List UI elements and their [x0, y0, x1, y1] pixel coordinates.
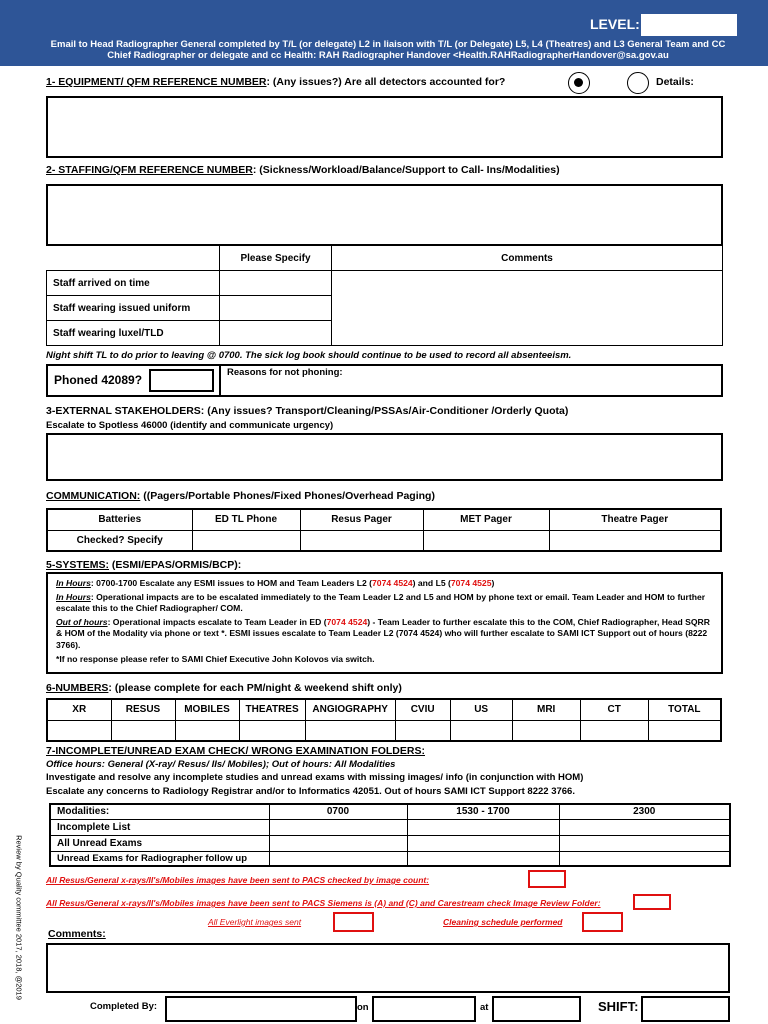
specify-cell[interactable] — [220, 321, 332, 346]
night-shift-note: Night shift TL to do prior to leaving @ 0700. The sick log book should continue to be used to record all absenteeism. — [46, 350, 572, 361]
cleaning-checkbox[interactable] — [582, 912, 623, 932]
systems-box — [46, 572, 723, 674]
in-hours-1: In Hours: 0700-1700 Escalate any ESMI issues to HOM and Team Leaders L2 (7074 4524) and L5 (7074 4525) — [56, 578, 495, 588]
shift-input[interactable] — [641, 996, 730, 1022]
phoned-label: Phoned 42089? — [54, 373, 143, 387]
side-note-wrap — [10, 835, 24, 1005]
section-7-title: 7-INCOMPLETE/UNREAD EXAM CHECK/ WRONG EXAMINATION FOLDERS: — [46, 745, 425, 757]
out-of-hours: Out of hours: Operational impacts escalate to Team Leader in ED (7074 4524) - Team Leader to further escalate this to the COM, Chief Radiographer, Head SQRR & HOM of the Modality via phone or text *. ESMI issues escalate to Team Leader L2 (7074 4524) who will further escalate to SAMI ICT Support out of hours (8222 3766). — [56, 616, 710, 650]
row-label: Staff arrived on time — [47, 271, 220, 296]
time-input[interactable] — [492, 996, 581, 1022]
ct-cell[interactable] — [580, 720, 648, 741]
at-label: at — [480, 1002, 489, 1013]
pacs-siemens-checkbox[interactable] — [633, 894, 671, 910]
row-label: Staff wearing luxel/TLD — [47, 321, 220, 346]
ed-tl-phone-cell[interactable] — [192, 530, 300, 551]
level-label: LEVEL: — [590, 16, 640, 32]
reasons-label: Reasons for not phoning: — [227, 367, 343, 378]
communication-table: Batteries ED TL Phone Resus Pager MET Pager Theatre Pager Checked? Specify — [46, 508, 722, 552]
numbers-table: XR RESUS MOBILES THEATRES ANGIOGRAPHY CVIU US MRI CT TOTAL — [46, 698, 722, 742]
resus-cell[interactable] — [111, 720, 175, 741]
pacs-count-check: All Resus/General x-rays/II's/Mobiles images have been sent to PACS checked by image count: — [46, 875, 430, 885]
staffing-details-field[interactable] — [46, 184, 723, 246]
total-cell[interactable] — [648, 720, 721, 741]
col-please-specify: Please Specify — [220, 246, 332, 271]
staffing-table — [46, 245, 723, 346]
comments-cell[interactable] — [332, 271, 723, 346]
theatres-cell[interactable] — [239, 720, 305, 741]
review-side-note: Review by Quality committee 2017, 2018, @2019 — [14, 835, 24, 1000]
modalities-table: Modalities: 0700 1530 - 1700 2300 Incomplete List All Unread Exams Unread Exams for Radiographer follow up — [49, 803, 731, 867]
radio-selected-dot — [574, 78, 583, 87]
everlight-checkbox[interactable] — [333, 912, 374, 932]
comments-field[interactable] — [46, 943, 730, 993]
escalate-note: Escalate any concerns to Radiology Registrar and/or to Informatics 42051. Out of hours SAMI ICT Support 8222 3766. — [46, 786, 575, 797]
section-5-title: 5-SYSTEMS: (ESMI/EPAS/ORMIS/BCP): — [46, 559, 242, 571]
resus-pager-cell[interactable] — [300, 530, 423, 551]
comments-label: Comments: — [48, 928, 106, 940]
no-response-note: *If no response please refer to SAMI Chief Executive John Kolovos via switch. — [56, 653, 375, 664]
radio-no[interactable] — [627, 72, 649, 94]
section-3-title: 3-EXTERNAL STAKEHOLDERS: (Any issues? Transport/Cleaning/PSSAs/Air-Conditioner /Orderly Quota) — [46, 405, 569, 417]
phoned-input[interactable] — [149, 369, 214, 392]
office-hours-note: Office hours: General (X-ray/ Resus/ IIs/ Mobiles); Out of hours: All Modalities — [46, 759, 396, 770]
pacs-siemens-check: All Resus/General x-rays/II's/Mobiles images have been sent to PACS Siemens is (A) and (C) and Carestream check Image Review Folder: — [46, 898, 601, 908]
met-pager-cell[interactable] — [423, 530, 549, 551]
header-banner — [0, 0, 768, 66]
theatre-pager-cell[interactable] — [549, 530, 721, 551]
completed-by-label: Completed By: — [90, 1001, 158, 1012]
email-instructions: Email to Head Radiographer General completed by T/L (or delegate) L2 in liaison with T/L (or Delegate) L5, L4 (Theatres) and L3 General Team and CC Chief Radiographer or delegate and cc Health: RAH Radiographer Handover <Health.RAHRadiographerHandover@sa.gov.au — [50, 39, 726, 61]
section-6-title: 6-NUMBERS: (please complete for each PM/night & weekend shift only) — [46, 682, 402, 694]
cviu-cell[interactable] — [395, 720, 450, 741]
equipment-details-field[interactable] — [46, 96, 723, 158]
us-cell[interactable] — [450, 720, 512, 741]
investigate-note: Investigate and resolve any incomplete studies and unread exams with missing images/ info (in conjunction with HOM) — [46, 772, 584, 783]
specify-cell[interactable] — [220, 271, 332, 296]
on-label: on — [357, 1002, 369, 1013]
row-label: Staff wearing issued uniform — [47, 296, 220, 321]
stakeholders-field[interactable] — [46, 433, 723, 481]
communication-title: COMMUNICATION: ((Pagers/Portable Phones/Fixed Phones/Overhead Paging) — [46, 490, 435, 502]
mri-cell[interactable] — [512, 720, 580, 741]
in-hours-2: In Hours: Operational impacts are to be escalated immediately to the Team Leader L2 and L5 and HOM by phone text or email. Team Leader and HOM to further escalate this to the Chief Radiographer/ COM. — [56, 591, 706, 614]
level-input[interactable] — [641, 14, 737, 36]
xr-cell[interactable] — [47, 720, 111, 741]
phoned-row — [46, 364, 723, 397]
cleaning-label: Cleaning schedule performed — [443, 917, 563, 927]
angiography-cell[interactable] — [305, 720, 395, 741]
specify-cell[interactable] — [220, 296, 332, 321]
section-2-title: 2- STAFFING/QFM REFERENCE NUMBER: (Sickness/Workload/Balance/Support to Call- Ins/Modalities) — [46, 164, 560, 176]
checked-specify-label: Checked? Specify — [47, 530, 192, 551]
section-1-title: 1- EQUIPMENT/ QFM REFERENCE NUMBER: (Any issues?) Are all detectors accounted for? — [46, 76, 506, 88]
date-input[interactable] — [372, 996, 476, 1022]
completed-by-input[interactable] — [165, 996, 357, 1022]
mobiles-cell[interactable] — [175, 720, 239, 741]
shift-label: SHIFT: — [598, 999, 639, 1014]
col-comments: Comments — [332, 246, 723, 271]
spotless-escalate: Escalate to Spotless 46000 (identify and communicate urgency) — [46, 420, 334, 431]
radio-yes[interactable] — [568, 72, 590, 94]
details-label: Details: — [656, 76, 694, 88]
pacs-count-checkbox[interactable] — [528, 870, 566, 888]
everlight-label: All Everlight images sent — [208, 917, 302, 927]
